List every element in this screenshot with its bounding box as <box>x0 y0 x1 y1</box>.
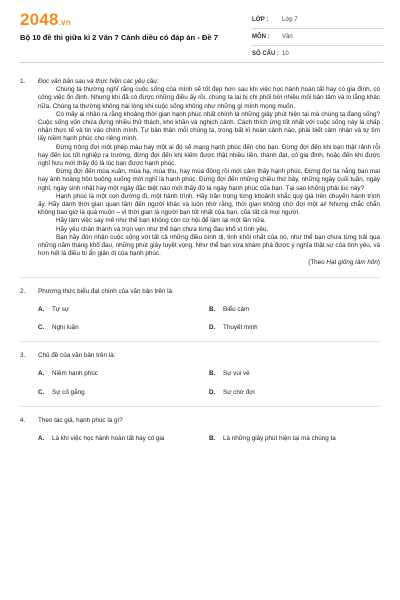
answer-option-b[interactable] <box>209 306 380 314</box>
meta-value: Văn <box>282 34 293 40</box>
meta-value: Lớp 7 <box>282 17 298 23</box>
source-title: Hạt giống tâm hồn <box>326 259 378 267</box>
site-logo[interactable] <box>20 10 71 30</box>
question-1 <box>20 78 380 268</box>
option-letter: B. <box>209 435 216 443</box>
meta-row-subject <box>252 29 384 46</box>
option-letter: C. <box>38 324 45 332</box>
option-letter: A. <box>38 435 45 443</box>
question-number: 4. <box>20 416 26 424</box>
answer-option-b[interactable] <box>209 435 380 443</box>
meta-table <box>252 12 384 63</box>
source-prefix: (Theo <box>308 259 327 267</box>
answer-options <box>20 435 380 443</box>
question-divider <box>20 277 380 278</box>
question-number: 1. <box>20 78 26 85</box>
question-4 <box>20 417 380 425</box>
answer-option-b[interactable] <box>209 370 380 378</box>
document-title: Bộ 10 đề thi giữa kì 2 Văn 7 Cánh diều có đáp án - Đề 7 <box>20 33 218 42</box>
question-text: Phương thức biểu đạt chính của văn bản trên là: <box>38 287 174 295</box>
answer-option-a[interactable] <box>38 435 209 443</box>
answer-options <box>20 306 380 332</box>
question-text: Chủ đề của văn bản trên là: <box>38 352 116 360</box>
question-instruction: Đọc văn bản sau và thực hiện các yêu cầu: <box>38 78 159 85</box>
answer-option-d[interactable] <box>209 389 380 397</box>
option-letter: D. <box>209 324 216 332</box>
question-number: 2. <box>20 287 26 295</box>
logo-suffix: .vn <box>58 18 71 27</box>
meta-label: SỐ CÂU : <box>252 51 279 57</box>
passage-paragraph: Bạn hãy đón nhận cuộc sống với tất cả những điều bình dị, tinh khôi nhất của nó, như thể bạn chưa từng trải qua những năm tháng khổ đau, những phút giây tuyệt vọng. Như thể bạn vừa khám phá được ý nghĩa thật sự của tình yêu, và hơn hết là điều bí ẩn giản dị của hạnh phúc. <box>38 233 380 258</box>
option-letter: B. <box>209 370 216 378</box>
passage-source <box>38 259 380 267</box>
meta-label: LỚP : <box>252 17 269 23</box>
passage-paragraph: Hãy yêu chân thành và trọn vẹn như thể bạn chưa từng đau khổ vì tình yêu. <box>56 225 269 233</box>
passage-paragraph: Đừng đợi đến mùa xuân, mùa hạ, mùa thu, hay mùa đông rồi mới cảm thấy hạnh phúc. Đừng đợi tia nắng ban mai hay ánh hoàng hôn buông xuống mới nghĩ là hạnh phúc. Đừng đợi đến những chiều thứ bảy, những ngày cuối tuần, ngày nghỉ, ngày sinh nhật hay một ngày đặc biệt nào mới thấy đó là ngày hạnh phúc của bạn. Tại sao không phải lúc này? <box>38 168 380 192</box>
answer-options <box>20 370 380 396</box>
meta-value: 10 <box>282 51 289 57</box>
meta-row-count <box>252 46 384 63</box>
answer-option-d[interactable] <box>209 324 380 332</box>
source-suffix: ) <box>377 259 380 267</box>
option-letter: D. <box>209 388 216 396</box>
passage-paragraph: Chúng ta thường nghĩ rằng cuộc sống của mình sẽ tốt đẹp hơn sau khi việc học hành hoàn tất hay có gia đình, có công việc ổn định. Nhưng khi đã có được những điều ấy rồi, chúng ta lại bị chi phối bởi nhiều mối bận tâm và lo lắng khác nữa. Chúng ta thường không hài lòng khi cuộc sống không như những gì mình mong muốn. <box>38 86 380 110</box>
passage-paragraph: Đừng trông đợi một phép màu hay một ai đó sẽ mang hạnh phúc đến cho bạn. Đừng đợi đến khi bạn thật rảnh rỗi hay đến lúc tốt nghiệp ra trường, đừng đợi đến khi kiếm được thật nhiều tiền, thành đạt, có gia đình, hoặc đến khi được nghỉ hưu mới thấy đó là lúc bạn được hạnh phúc. <box>38 143 380 168</box>
header-divider <box>20 62 380 63</box>
passage-paragraph: Có mấy ai nhận ra rằng khoảng thời gian hạnh phúc nhất chính là những giây phút hiện tại mà chúng ta đang sống? Cuộc sống vốn chứa đựng nhiều thử thách, khó khăn và nghịch cảnh. Cách thích ứng tốt nhất với cuộc sống này là chấp nhận thực tế và tin vào chính mình. Tự bản thân mỗi chúng ta, trong bất kì hoàn cảnh nào, phải biết cảm nhận và tự tìm lấy niềm hạnh phúc cho riêng mình. <box>38 110 380 143</box>
page-header <box>0 0 400 62</box>
option-letter: B. <box>209 305 216 313</box>
meta-row-grade <box>252 12 384 29</box>
answer-option-c[interactable] <box>38 389 209 397</box>
option-letter: C. <box>38 388 45 396</box>
passage-paragraph: Hãy làm việc say mê như thể bạn không còn cơ hội để làm lại một lần nữa. <box>56 217 266 225</box>
option-text: Thuyết minh <box>223 324 258 332</box>
option-letter: A. <box>38 305 45 313</box>
exam-content <box>20 78 380 443</box>
option-text: Nghị luận <box>52 324 79 332</box>
meta-label: MÔN : <box>252 34 270 40</box>
option-text: Là khi việc học hành hoàn tất hay có gia <box>52 435 165 443</box>
option-text: Là những giây phút hiện tại mà chúng ta <box>223 435 336 443</box>
question-text: Theo tác giả, hạnh phúc là gì? <box>38 416 123 424</box>
answer-option-a[interactable] <box>38 370 209 378</box>
answer-option-a[interactable] <box>38 306 209 314</box>
option-text: Tự sự <box>52 305 70 313</box>
question-number: 3. <box>20 352 26 360</box>
option-text: Sự chờ đợi <box>223 388 255 396</box>
option-text: Niềm hạnh phúc <box>52 370 98 378</box>
reading-passage <box>38 86 380 258</box>
question-divider <box>20 406 380 407</box>
option-text: Biểu cảm <box>223 305 250 313</box>
logo-text: 2048 <box>20 10 59 29</box>
passage-paragraph: Hạnh phúc là một con đường đi, một hành trình. Hãy trân trọng từng khoảnh khắc quý giá trên chuyến hành trình ấy. Hãy dành thời gian quan tâm đến người khác và luôn nhớ rằng, thời gian không chờ đợi một ai! Nhưng chắc chắn không bao giờ là quá muộn – vì thời gian là người bạn tốt nhất của bạn, của tất cả mọi người. <box>38 192 380 217</box>
answer-option-c[interactable] <box>38 324 209 332</box>
option-text: Sự cố gắng <box>52 388 85 396</box>
option-letter: A. <box>38 370 45 378</box>
question-3 <box>20 352 380 360</box>
question-divider <box>20 341 380 342</box>
option-text: Sự vui vẻ <box>223 370 250 378</box>
question-2 <box>20 288 380 296</box>
